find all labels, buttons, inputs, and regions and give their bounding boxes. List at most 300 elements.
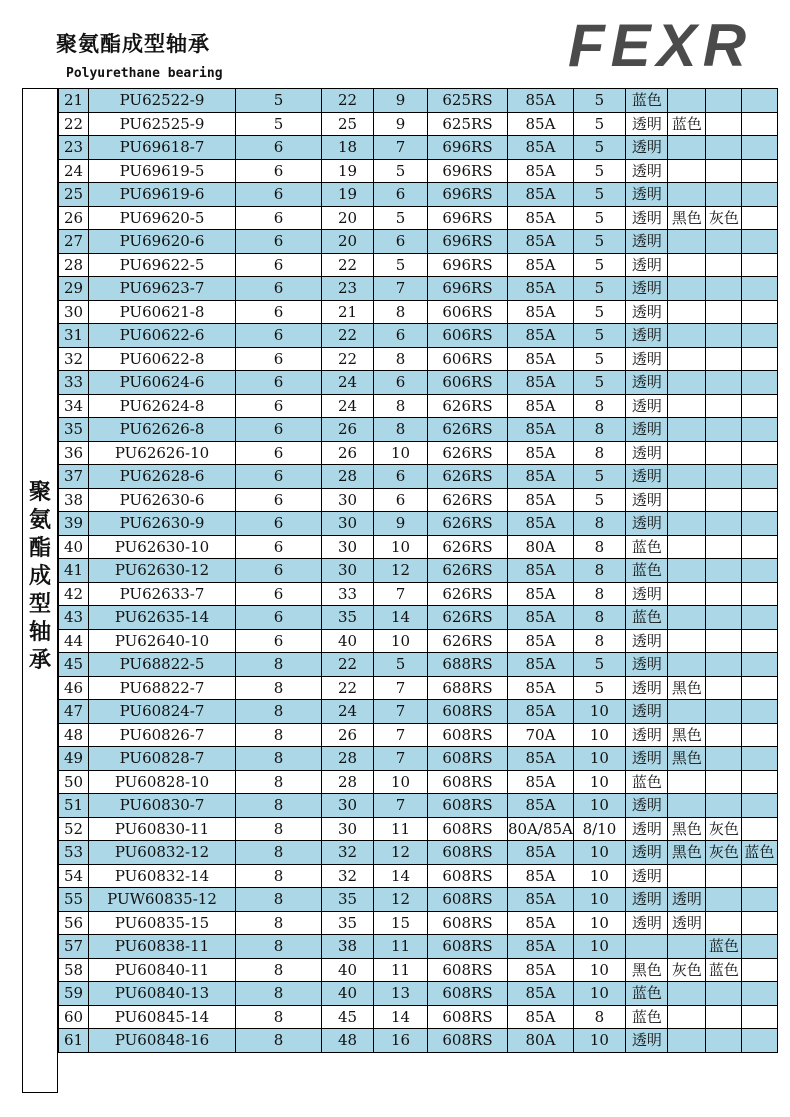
row-number: 60 bbox=[59, 1005, 89, 1029]
row-number: 42 bbox=[59, 582, 89, 606]
model-cell: PU69622-5 bbox=[89, 253, 236, 277]
color-3-cell bbox=[705, 911, 741, 935]
inner-diameter-cell: 8 bbox=[236, 888, 322, 912]
inner-diameter-cell: 6 bbox=[236, 230, 322, 254]
inner-diameter-cell: 6 bbox=[236, 465, 322, 489]
color-1-cell: 黑色 bbox=[625, 958, 667, 982]
color-1-cell: 透明 bbox=[625, 300, 667, 324]
category-char: 氨 bbox=[28, 508, 51, 533]
quantity-cell: 5 bbox=[573, 277, 625, 301]
category-char: 酯 bbox=[28, 536, 51, 561]
color-4-cell bbox=[741, 112, 777, 136]
table-row bbox=[59, 935, 778, 959]
row-number: 56 bbox=[59, 911, 89, 935]
width-cell: 8 bbox=[374, 394, 428, 418]
model-cell: PU62635-14 bbox=[89, 606, 236, 630]
color-3-cell: 灰色 bbox=[705, 817, 741, 841]
hardness-cell: 85A bbox=[508, 888, 574, 912]
inner-diameter-cell: 6 bbox=[236, 559, 322, 583]
model-cell: PU60622-6 bbox=[89, 324, 236, 348]
quantity-cell: 10 bbox=[573, 700, 625, 724]
hardness-cell: 85A bbox=[508, 253, 574, 277]
inner-diameter-cell: 6 bbox=[236, 441, 322, 465]
color-3-cell bbox=[705, 629, 741, 653]
outer-diameter-cell: 40 bbox=[322, 958, 374, 982]
width-cell: 11 bbox=[374, 817, 428, 841]
table-row bbox=[59, 136, 778, 160]
bearing-type-cell: 696RS bbox=[428, 159, 508, 183]
inner-diameter-cell: 6 bbox=[236, 300, 322, 324]
row-number: 47 bbox=[59, 700, 89, 724]
inner-diameter-cell: 8 bbox=[236, 794, 322, 818]
page-subtitle: Polyurethane bearing bbox=[66, 66, 223, 81]
width-cell: 6 bbox=[374, 230, 428, 254]
width-cell: 9 bbox=[374, 512, 428, 536]
model-cell: PU69619-6 bbox=[89, 183, 236, 207]
model-cell: PU60622-8 bbox=[89, 347, 236, 371]
row-number: 57 bbox=[59, 935, 89, 959]
color-4-cell bbox=[741, 441, 777, 465]
outer-diameter-cell: 30 bbox=[322, 559, 374, 583]
hardness-cell: 85A bbox=[508, 418, 574, 442]
width-cell: 9 bbox=[374, 112, 428, 136]
bearing-type-cell: 626RS bbox=[428, 535, 508, 559]
outer-diameter-cell: 30 bbox=[322, 817, 374, 841]
color-1-cell: 透明 bbox=[625, 582, 667, 606]
width-cell: 5 bbox=[374, 206, 428, 230]
color-4-cell bbox=[741, 324, 777, 348]
color-1-cell: 透明 bbox=[625, 911, 667, 935]
color-4-cell bbox=[741, 488, 777, 512]
row-number: 52 bbox=[59, 817, 89, 841]
table-row bbox=[59, 488, 778, 512]
color-3-cell: 灰色 bbox=[705, 841, 741, 865]
color-1-cell: 透明 bbox=[625, 253, 667, 277]
row-number: 48 bbox=[59, 723, 89, 747]
color-3-cell bbox=[705, 535, 741, 559]
outer-diameter-cell: 19 bbox=[322, 159, 374, 183]
color-4-cell bbox=[741, 253, 777, 277]
model-cell: PU60624-6 bbox=[89, 371, 236, 395]
width-cell: 7 bbox=[374, 794, 428, 818]
table-row bbox=[59, 958, 778, 982]
model-cell: PU62628-6 bbox=[89, 465, 236, 489]
color-4-cell bbox=[741, 206, 777, 230]
row-number: 46 bbox=[59, 676, 89, 700]
inner-diameter-cell: 8 bbox=[236, 653, 322, 677]
table-row bbox=[59, 770, 778, 794]
inner-diameter-cell: 6 bbox=[236, 394, 322, 418]
row-number: 40 bbox=[59, 535, 89, 559]
row-number: 45 bbox=[59, 653, 89, 677]
width-cell: 5 bbox=[374, 159, 428, 183]
hardness-cell: 85A bbox=[508, 441, 574, 465]
color-3-cell bbox=[705, 747, 741, 771]
hardness-cell: 85A bbox=[508, 136, 574, 160]
color-2-cell: 透明 bbox=[667, 888, 705, 912]
table-row bbox=[59, 183, 778, 207]
row-number: 32 bbox=[59, 347, 89, 371]
bearing-type-cell: 608RS bbox=[428, 911, 508, 935]
outer-diameter-cell: 19 bbox=[322, 183, 374, 207]
row-number: 58 bbox=[59, 958, 89, 982]
width-cell: 12 bbox=[374, 559, 428, 583]
width-cell: 6 bbox=[374, 324, 428, 348]
table-row bbox=[59, 888, 778, 912]
hardness-cell: 85A bbox=[508, 347, 574, 371]
quantity-cell: 10 bbox=[573, 935, 625, 959]
row-number: 49 bbox=[59, 747, 89, 771]
quantity-cell: 5 bbox=[573, 371, 625, 395]
color-2-cell: 蓝色 bbox=[667, 112, 705, 136]
outer-diameter-cell: 35 bbox=[322, 606, 374, 630]
model-cell: PU62525-9 bbox=[89, 112, 236, 136]
quantity-cell: 5 bbox=[573, 465, 625, 489]
bearing-type-cell: 608RS bbox=[428, 1029, 508, 1053]
quantity-cell: 8 bbox=[573, 1005, 625, 1029]
color-3-cell bbox=[705, 606, 741, 630]
quantity-cell: 5 bbox=[573, 230, 625, 254]
bearing-type-cell: 606RS bbox=[428, 300, 508, 324]
table-row bbox=[59, 982, 778, 1006]
bearing-type-cell: 608RS bbox=[428, 1005, 508, 1029]
color-4-cell bbox=[741, 747, 777, 771]
hardness-cell: 85A bbox=[508, 465, 574, 489]
color-4-cell bbox=[741, 723, 777, 747]
hardness-cell: 85A bbox=[508, 277, 574, 301]
color-1-cell: 透明 bbox=[625, 888, 667, 912]
hardness-cell: 85A bbox=[508, 512, 574, 536]
color-2-cell bbox=[667, 159, 705, 183]
width-cell: 15 bbox=[374, 911, 428, 935]
color-2-cell bbox=[667, 982, 705, 1006]
width-cell: 6 bbox=[374, 371, 428, 395]
outer-diameter-cell: 20 bbox=[322, 230, 374, 254]
category-char: 型 bbox=[28, 592, 51, 617]
bearing-type-cell: 696RS bbox=[428, 136, 508, 160]
hardness-cell: 80A/85A bbox=[508, 817, 574, 841]
quantity-cell: 5 bbox=[573, 300, 625, 324]
color-4-cell bbox=[741, 347, 777, 371]
table-row bbox=[59, 89, 778, 113]
bearing-type-cell: 608RS bbox=[428, 841, 508, 865]
table-row bbox=[59, 723, 778, 747]
hardness-cell: 85A bbox=[508, 371, 574, 395]
row-number: 36 bbox=[59, 441, 89, 465]
outer-diameter-cell: 30 bbox=[322, 794, 374, 818]
hardness-cell: 85A bbox=[508, 747, 574, 771]
bearing-type-cell: 608RS bbox=[428, 864, 508, 888]
width-cell: 7 bbox=[374, 136, 428, 160]
inner-diameter-cell: 8 bbox=[236, 1005, 322, 1029]
color-4-cell bbox=[741, 817, 777, 841]
color-1-cell: 透明 bbox=[625, 723, 667, 747]
row-number: 51 bbox=[59, 794, 89, 818]
color-1-cell: 透明 bbox=[625, 841, 667, 865]
inner-diameter-cell: 6 bbox=[236, 324, 322, 348]
bearing-type-cell: 626RS bbox=[428, 559, 508, 583]
hardness-cell: 85A bbox=[508, 559, 574, 583]
bearing-type-cell: 608RS bbox=[428, 723, 508, 747]
color-2-cell bbox=[667, 300, 705, 324]
color-2-cell bbox=[667, 253, 705, 277]
inner-diameter-cell: 6 bbox=[236, 159, 322, 183]
color-3-cell bbox=[705, 136, 741, 160]
color-4-cell bbox=[741, 888, 777, 912]
inner-diameter-cell: 6 bbox=[236, 488, 322, 512]
color-3-cell bbox=[705, 253, 741, 277]
width-cell: 8 bbox=[374, 347, 428, 371]
table-row bbox=[59, 864, 778, 888]
outer-diameter-cell: 28 bbox=[322, 747, 374, 771]
color-3-cell bbox=[705, 159, 741, 183]
inner-diameter-cell: 5 bbox=[236, 89, 322, 113]
color-2-cell bbox=[667, 347, 705, 371]
row-number: 26 bbox=[59, 206, 89, 230]
color-1-cell: 透明 bbox=[625, 183, 667, 207]
color-3-cell: 蓝色 bbox=[705, 935, 741, 959]
outer-diameter-cell: 26 bbox=[322, 723, 374, 747]
color-1-cell: 透明 bbox=[625, 277, 667, 301]
row-number: 28 bbox=[59, 253, 89, 277]
color-3-cell bbox=[705, 559, 741, 583]
bearing-type-cell: 606RS bbox=[428, 324, 508, 348]
model-cell: PU62626-8 bbox=[89, 418, 236, 442]
quantity-cell: 5 bbox=[573, 136, 625, 160]
outer-diameter-cell: 22 bbox=[322, 324, 374, 348]
color-2-cell bbox=[667, 582, 705, 606]
outer-diameter-cell: 24 bbox=[322, 394, 374, 418]
model-cell: PU60824-7 bbox=[89, 700, 236, 724]
color-3-cell bbox=[705, 418, 741, 442]
color-4-cell bbox=[741, 371, 777, 395]
quantity-cell: 8 bbox=[573, 512, 625, 536]
hardness-cell: 85A bbox=[508, 653, 574, 677]
model-cell: PU60828-10 bbox=[89, 770, 236, 794]
bearing-type-cell: 626RS bbox=[428, 512, 508, 536]
bearing-type-cell: 608RS bbox=[428, 817, 508, 841]
color-4-cell bbox=[741, 864, 777, 888]
inner-diameter-cell: 6 bbox=[236, 136, 322, 160]
width-cell: 7 bbox=[374, 277, 428, 301]
category-label bbox=[23, 479, 57, 675]
width-cell: 10 bbox=[374, 629, 428, 653]
color-3-cell bbox=[705, 1029, 741, 1053]
quantity-cell: 5 bbox=[573, 347, 625, 371]
model-cell: PU69620-5 bbox=[89, 206, 236, 230]
color-3-cell: 灰色 bbox=[705, 206, 741, 230]
inner-diameter-cell: 8 bbox=[236, 864, 322, 888]
page-title: 聚氨酯成型轴承 bbox=[56, 32, 210, 56]
row-number: 61 bbox=[59, 1029, 89, 1053]
color-3-cell bbox=[705, 888, 741, 912]
width-cell: 10 bbox=[374, 535, 428, 559]
color-2-cell bbox=[667, 465, 705, 489]
model-cell: PU68822-5 bbox=[89, 653, 236, 677]
inner-diameter-cell: 5 bbox=[236, 112, 322, 136]
color-2-cell bbox=[667, 864, 705, 888]
table-row bbox=[59, 1005, 778, 1029]
model-cell: PU60838-11 bbox=[89, 935, 236, 959]
color-3-cell bbox=[705, 864, 741, 888]
bearing-type-cell: 608RS bbox=[428, 935, 508, 959]
inner-diameter-cell: 8 bbox=[236, 747, 322, 771]
bearing-type-cell: 696RS bbox=[428, 206, 508, 230]
table-row bbox=[59, 676, 778, 700]
bearing-type-cell: 608RS bbox=[428, 747, 508, 771]
hardness-cell: 85A bbox=[508, 606, 574, 630]
color-3-cell bbox=[705, 723, 741, 747]
color-1-cell: 透明 bbox=[625, 676, 667, 700]
color-2-cell bbox=[667, 1029, 705, 1053]
table-row bbox=[59, 277, 778, 301]
width-cell: 5 bbox=[374, 653, 428, 677]
hardness-cell: 85A bbox=[508, 394, 574, 418]
color-2-cell bbox=[667, 512, 705, 536]
outer-diameter-cell: 18 bbox=[322, 136, 374, 160]
hardness-cell: 85A bbox=[508, 864, 574, 888]
width-cell: 8 bbox=[374, 418, 428, 442]
color-4-cell bbox=[741, 770, 777, 794]
hardness-cell: 85A bbox=[508, 582, 574, 606]
row-number: 54 bbox=[59, 864, 89, 888]
color-3-cell bbox=[705, 230, 741, 254]
bearing-type-cell: 626RS bbox=[428, 418, 508, 442]
bearing-type-cell: 625RS bbox=[428, 89, 508, 113]
table-row bbox=[59, 206, 778, 230]
inner-diameter-cell: 8 bbox=[236, 841, 322, 865]
color-1-cell: 蓝色 bbox=[625, 606, 667, 630]
bearing-table bbox=[58, 88, 778, 1053]
color-4-cell bbox=[741, 183, 777, 207]
quantity-cell: 10 bbox=[573, 841, 625, 865]
hardness-cell: 85A bbox=[508, 159, 574, 183]
outer-diameter-cell: 22 bbox=[322, 347, 374, 371]
width-cell: 7 bbox=[374, 676, 428, 700]
model-cell: PU60830-11 bbox=[89, 817, 236, 841]
color-4-cell bbox=[741, 606, 777, 630]
color-4-cell bbox=[741, 465, 777, 489]
inner-diameter-cell: 8 bbox=[236, 723, 322, 747]
hardness-cell: 70A bbox=[508, 723, 574, 747]
color-1-cell bbox=[625, 935, 667, 959]
bearing-type-cell: 626RS bbox=[428, 488, 508, 512]
quantity-cell: 5 bbox=[573, 676, 625, 700]
color-4-cell bbox=[741, 300, 777, 324]
inner-diameter-cell: 8 bbox=[236, 911, 322, 935]
outer-diameter-cell: 22 bbox=[322, 253, 374, 277]
outer-diameter-cell: 28 bbox=[322, 770, 374, 794]
color-1-cell: 透明 bbox=[625, 465, 667, 489]
table-row bbox=[59, 394, 778, 418]
color-1-cell: 透明 bbox=[625, 794, 667, 818]
color-1-cell: 透明 bbox=[625, 371, 667, 395]
color-2-cell bbox=[667, 441, 705, 465]
inner-diameter-cell: 6 bbox=[236, 206, 322, 230]
width-cell: 8 bbox=[374, 300, 428, 324]
color-3-cell bbox=[705, 441, 741, 465]
outer-diameter-cell: 21 bbox=[322, 300, 374, 324]
table-row bbox=[59, 512, 778, 536]
width-cell: 10 bbox=[374, 770, 428, 794]
bearing-type-cell: 625RS bbox=[428, 112, 508, 136]
width-cell: 14 bbox=[374, 1005, 428, 1029]
color-3-cell bbox=[705, 1005, 741, 1029]
bearing-type-cell: 608RS bbox=[428, 982, 508, 1006]
hardness-cell: 85A bbox=[508, 89, 574, 113]
color-1-cell: 透明 bbox=[625, 512, 667, 536]
color-4-cell bbox=[741, 512, 777, 536]
color-3-cell: 蓝色 bbox=[705, 958, 741, 982]
model-cell: PU62640-10 bbox=[89, 629, 236, 653]
hardness-cell: 85A bbox=[508, 958, 574, 982]
row-number: 21 bbox=[59, 89, 89, 113]
row-number: 30 bbox=[59, 300, 89, 324]
inner-diameter-cell: 6 bbox=[236, 606, 322, 630]
quantity-cell: 10 bbox=[573, 770, 625, 794]
color-4-cell bbox=[741, 653, 777, 677]
outer-diameter-cell: 40 bbox=[322, 629, 374, 653]
color-2-cell bbox=[667, 371, 705, 395]
quantity-cell: 10 bbox=[573, 911, 625, 935]
color-1-cell: 透明 bbox=[625, 394, 667, 418]
model-cell: PU60840-13 bbox=[89, 982, 236, 1006]
color-1-cell: 透明 bbox=[625, 817, 667, 841]
color-3-cell bbox=[705, 183, 741, 207]
table-row bbox=[59, 230, 778, 254]
width-cell: 5 bbox=[374, 253, 428, 277]
color-2-cell bbox=[667, 324, 705, 348]
table-row bbox=[59, 300, 778, 324]
quantity-cell: 8 bbox=[573, 629, 625, 653]
color-3-cell bbox=[705, 512, 741, 536]
color-1-cell: 透明 bbox=[625, 441, 667, 465]
table-row bbox=[59, 1029, 778, 1053]
color-1-cell: 透明 bbox=[625, 206, 667, 230]
outer-diameter-cell: 33 bbox=[322, 582, 374, 606]
category-char: 承 bbox=[28, 648, 51, 673]
table-row bbox=[59, 418, 778, 442]
bearing-type-cell: 688RS bbox=[428, 676, 508, 700]
outer-diameter-cell: 30 bbox=[322, 488, 374, 512]
color-2-cell bbox=[667, 488, 705, 512]
width-cell: 16 bbox=[374, 1029, 428, 1053]
color-4-cell bbox=[741, 794, 777, 818]
model-cell: PU60832-14 bbox=[89, 864, 236, 888]
row-number: 27 bbox=[59, 230, 89, 254]
color-3-cell bbox=[705, 653, 741, 677]
model-cell: PU60840-11 bbox=[89, 958, 236, 982]
color-4-cell bbox=[741, 676, 777, 700]
table-row bbox=[59, 582, 778, 606]
color-4-cell bbox=[741, 136, 777, 160]
inner-diameter-cell: 8 bbox=[236, 935, 322, 959]
hardness-cell: 85A bbox=[508, 230, 574, 254]
category-char: 聚 bbox=[28, 480, 51, 505]
inner-diameter-cell: 6 bbox=[236, 629, 322, 653]
bearing-type-cell: 626RS bbox=[428, 441, 508, 465]
outer-diameter-cell: 24 bbox=[322, 371, 374, 395]
bearing-type-cell: 608RS bbox=[428, 700, 508, 724]
color-2-cell: 透明 bbox=[667, 911, 705, 935]
model-cell: PU60845-14 bbox=[89, 1005, 236, 1029]
row-number: 31 bbox=[59, 324, 89, 348]
quantity-cell: 10 bbox=[573, 794, 625, 818]
table-row bbox=[59, 817, 778, 841]
model-cell: PU60848-16 bbox=[89, 1029, 236, 1053]
color-2-cell bbox=[667, 394, 705, 418]
width-cell: 6 bbox=[374, 488, 428, 512]
